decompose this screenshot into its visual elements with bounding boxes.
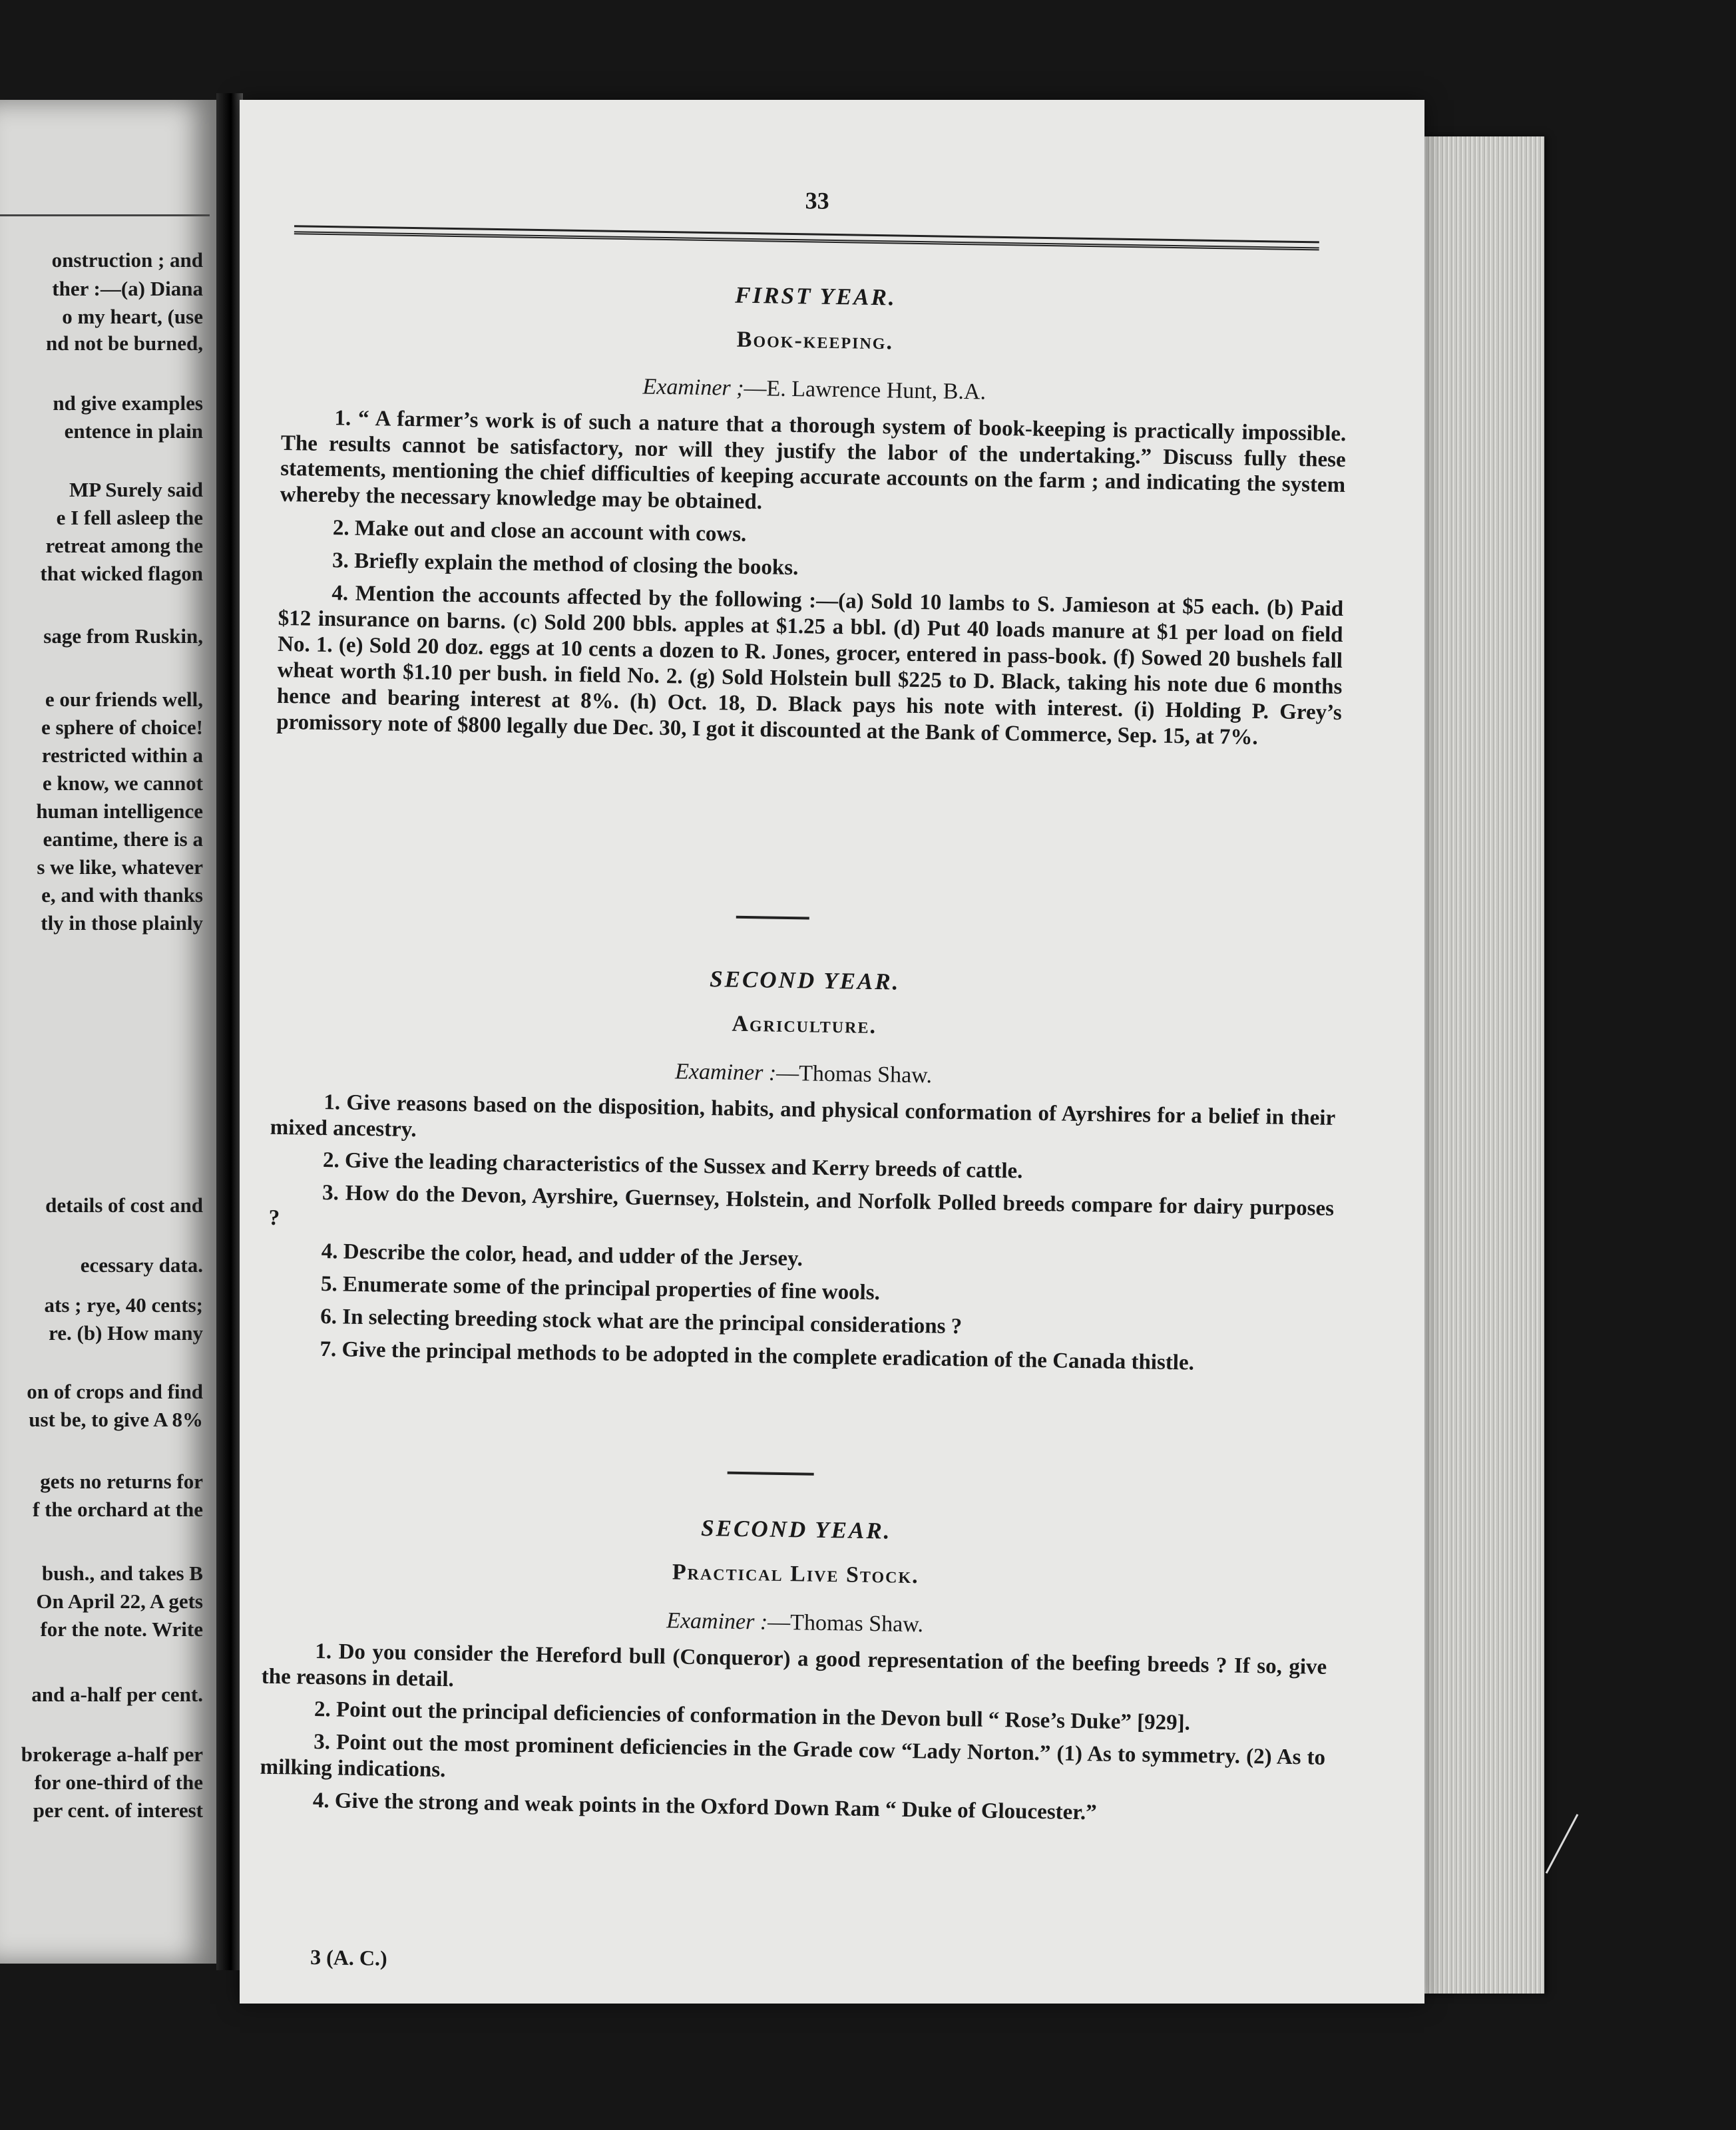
left-fragment: ust be, to give A 8% [29, 1408, 203, 1431]
section-divider-rule [736, 916, 809, 920]
examiner-line [282, 368, 1347, 412]
left-fragment: e I fell asleep the [56, 506, 203, 529]
left-fragment: tly in those plainly [41, 911, 203, 935]
section-divider-rule [728, 1472, 814, 1476]
left-fragment: e know, we cannot [42, 771, 203, 795]
left-fragment: for one-third of the [34, 1771, 203, 1794]
left-fragment: e, and with thanks [41, 883, 203, 907]
left-fragment: per cent. of interest [33, 1799, 203, 1822]
left-fragment: gets no returns for [40, 1470, 203, 1493]
signature-mark: 3 (A. C.) [310, 1944, 387, 1970]
left-fragment: that wicked flagon [40, 562, 203, 585]
question-item: 4. Mention the accounts affected by the following :—(a) Sold 10 lambs to S. Jamieson at $5 each. (b) Paid $12 insurance on barns. (c) Sold 200 bbls. apples at $1.25 a bbl. (d) Put 40 loads manure at $1 per load on field No. 1. (e) Sold 20 doz. eggs at 10 cents a dozen to R. Jones, grocer, entered in pass-book. (f) Sowed 20 bushels fall wheat worth $1.10 per bush. in field No. 2. (g) Sold Holstein bull $225 to D. Black, taking his note due 6 months hence and bearing interest at 8%. (h) Oct. 18, D. Black pays his note with interest. (i) Holding P. Grey’s promissory note of $800 legally due Dec. 30, I got it discounted at the Bank of Commerce, Sep. 15, at 7%. [276, 581, 1344, 749]
left-fragment: ther :—(a) Diana [52, 277, 203, 300]
section-first-year-book-keeping [276, 274, 1349, 752]
left-fragment: brokerage a-half per [21, 1743, 203, 1766]
question-item: 2. Give the leading characteristics of the Sussex and Kerry breeds of cattle. [322, 1148, 1023, 1184]
examiner-label: Examiner : [666, 1608, 768, 1635]
question-item: 1. Give reasons based on the disposition, habits, and physical conformation of Ayrshires for a belief in their mixed ancestry. [270, 1090, 1336, 1142]
question-item: 1. “ A farmer’s work is of such a nature that a thorough system of book-keeping is practically impossible. The results cannot be satisfactory, nor will they justify the labor of the undertaking.” Discuss fully these statements, mentioning the chief difficulties of keeping accurate accounts on the farm ; and indicating the system whereby the necessary knowledge may be obtained. [280, 405, 1347, 515]
section-subject-title: Practical Live Stock. [672, 1560, 919, 1589]
question-item: 2. Point out the principal deficiencies of conformation in the Devon bull “ Rose’s Duke” [929]. [314, 1697, 1191, 1736]
left-page-rule [0, 214, 210, 216]
left-fragment: on of crops and find [27, 1380, 203, 1403]
left-fragment: entence in plain [64, 419, 203, 443]
header-double-rule [294, 225, 1319, 250]
question-item: 3. Point out the most prominent deficiencies in the Grade cow “Lady Norton.” (1) As to symmetry. (2) As to milking indications. [260, 1730, 1326, 1783]
left-fragment: bush., and takes B [41, 1562, 203, 1585]
examiner-label: Examiner ; [642, 374, 744, 401]
left-facing-page [0, 100, 216, 1964]
section-subject-title: Agriculture. [732, 1011, 877, 1039]
section-year-title: SECOND YEAR. [700, 1515, 892, 1544]
left-fragment: eantime, there is a [43, 827, 203, 851]
examiner-name: —Thomas Shaw. [775, 1060, 933, 1088]
left-fragment: On April 22, A gets [36, 1590, 203, 1613]
left-fragment: sage from Ruskin, [43, 624, 203, 648]
stray-mark [1546, 1814, 1579, 1874]
left-fragment: s we like, whatever [37, 855, 203, 879]
question-item: 4. Describe the color, head, and udder of the Jersey. [321, 1239, 803, 1271]
question-item: 3. How do the Devon, Ayrshire, Guernsey, Holstein, and Norfolk Polled breeds compare for dairy purposes ? [268, 1181, 1335, 1231]
left-fragment: retreat among the [45, 534, 203, 557]
left-fragment: ecessary data. [80, 1253, 203, 1277]
page-content [260, 100, 1351, 1970]
examiner-line [262, 1601, 1327, 1645]
examiner-line [271, 1052, 1336, 1096]
left-fragment: onstruction ; and [51, 248, 203, 272]
left-fragment: for the note. Write [40, 1617, 203, 1641]
left-fragment: restricted within a [41, 744, 203, 767]
left-fragment: human intelligence [36, 799, 203, 823]
left-fragment: e sphere of choice! [41, 716, 203, 739]
question-item: 2. Make out and close an account with cows. [332, 516, 747, 547]
right-page [240, 100, 1424, 2004]
left-fragment: nd not be burned, [45, 331, 203, 355]
section-year-title: SECOND YEAR. [709, 966, 901, 995]
question-item: 7. Give the principal methods to be adopted in the complete eradication of the Canada thistle. [320, 1337, 1195, 1375]
question-item: 1. Do you consider the Hereford bull (Conqueror) a good representation of the beefing breeds ? If so, give the reasons in detail. [261, 1639, 1327, 1691]
left-fragment: details of cost and [45, 1193, 203, 1217]
examiner-name: —E. Lawrence Hunt, B.A. [744, 375, 986, 405]
left-fragment: f the orchard at the [33, 1498, 203, 1521]
left-fragment: e our friends well, [45, 688, 203, 711]
left-fragment: re. (b) How many [49, 1321, 203, 1345]
question-item: 5. Enumerate some of the principal properties of fine wools. [320, 1272, 881, 1305]
section-subject-title: Book-keeping. [736, 327, 894, 355]
section-second-year-agriculture [266, 958, 1337, 1379]
question-item: 4. Give the strong and weak points in the Oxford Down Ram “ Duke of Gloucester.” [312, 1789, 1097, 1825]
left-fragment: MP Surely said [69, 478, 203, 501]
page-number: 33 [805, 187, 830, 214]
question-item: 3. Briefly explain the method of closing the books. [331, 548, 799, 580]
examiner-name: —Thomas Shaw. [767, 1609, 924, 1637]
left-fragment: nd give examples [53, 391, 203, 415]
left-fragment: o my heart, (use [62, 305, 203, 328]
left-fragment: ats ; rye, 40 cents; [44, 1293, 203, 1317]
book-gutter [216, 93, 243, 1970]
section-year-title: FIRST YEAR. [734, 282, 897, 311]
examiner-label: Examiner : [674, 1059, 777, 1086]
section-second-year-practical-live-stock [260, 1508, 1329, 1830]
question-item: 6. In selecting breeding stock what are the principal considerations ? [320, 1305, 963, 1339]
page-edges [1418, 136, 1544, 1994]
left-fragment: and a-half per cent. [31, 1683, 203, 1706]
